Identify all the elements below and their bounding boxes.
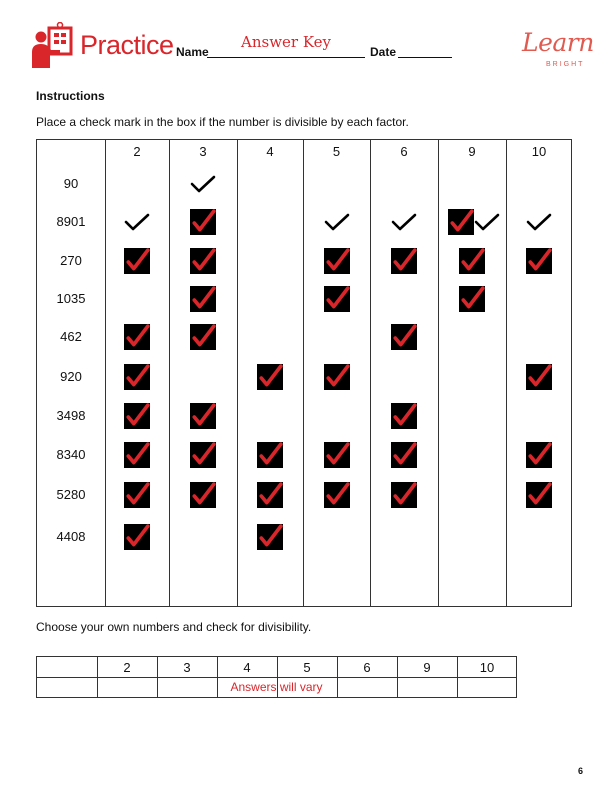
factor-header: 5: [332, 144, 341, 159]
red-check-box-icon: [391, 482, 417, 508]
red-check-box-icon: [190, 209, 216, 235]
factor-header: 6: [363, 660, 371, 675]
column-divider: [370, 140, 371, 606]
red-check-box-icon: [526, 482, 552, 508]
red-check-box-icon: [190, 286, 216, 312]
red-check-box-icon: [324, 248, 350, 274]
factor-header: 3: [183, 660, 191, 675]
red-check-box-icon: [124, 524, 150, 550]
red-check-box-icon: [257, 442, 283, 468]
red-check-box-icon: [324, 364, 350, 390]
red-check-box-icon: [190, 442, 216, 468]
factor-header: 3: [199, 144, 207, 159]
instructions-text: Place a check mark in the box if the number is divisible by each factor.: [36, 115, 409, 129]
red-check-box-icon: [257, 482, 283, 508]
name-label: Name: [176, 45, 209, 59]
factor-header: 4: [243, 660, 251, 675]
check-mark-icon: [124, 212, 150, 232]
divisibility-table: [36, 139, 572, 607]
factor-header: 5: [303, 660, 311, 675]
instructions-heading: Instructions: [36, 89, 105, 103]
red-check-box-icon: [391, 442, 417, 468]
row-number: 4408: [56, 529, 86, 544]
factor-header: 6: [400, 144, 408, 159]
red-check-box-icon: [124, 324, 150, 350]
red-check-box-icon: [526, 442, 552, 468]
own-numbers-text: Choose your own numbers and check for divisibility.: [36, 620, 312, 634]
row-number: 920: [60, 369, 82, 384]
row-number: 90: [63, 176, 79, 191]
red-and-plain-check-icon: [448, 209, 474, 235]
row-number: 462: [60, 329, 82, 344]
column-divider: [105, 140, 106, 606]
row-number: 270: [60, 253, 82, 268]
name-line: [207, 57, 365, 58]
red-check-box-icon: [124, 403, 150, 429]
red-check-box-icon: [124, 364, 150, 390]
row-number: 8901: [56, 214, 86, 229]
red-check-box-icon: [324, 482, 350, 508]
check-mark-icon: [391, 212, 417, 232]
red-check-box-icon: [124, 442, 150, 468]
red-check-box-icon: [190, 482, 216, 508]
red-check-box-icon: [124, 482, 150, 508]
check-mark-icon: [526, 212, 552, 232]
page-title: Practice: [80, 30, 174, 60]
row-number: 5280: [56, 487, 86, 502]
red-check-box-icon: [190, 403, 216, 429]
name-value: Answer Key: [241, 33, 331, 51]
factor-header: 2: [133, 144, 141, 159]
red-check-box-icon: [190, 324, 216, 350]
factor-header: 9: [468, 144, 476, 159]
red-check-box-icon: [391, 324, 417, 350]
red-check-box-icon: [526, 248, 552, 274]
factor-header: 9: [423, 660, 431, 675]
red-check-box-icon: [391, 248, 417, 274]
red-check-box-icon: [459, 248, 485, 274]
student-at-board-icon: [30, 22, 74, 70]
factor-header: 4: [266, 144, 274, 159]
red-check-box-icon: [124, 248, 150, 274]
check-mark-icon: [190, 174, 216, 194]
answers-vary-note: Answers will vary: [230, 680, 323, 694]
factor-header: 10: [479, 660, 495, 675]
red-check-box-icon: [391, 403, 417, 429]
column-divider: [303, 140, 304, 606]
red-check-box-icon: [257, 524, 283, 550]
factor-header: 10: [531, 144, 547, 159]
row-number: 3498: [56, 408, 86, 423]
brand-logo-bright: BRIGHT: [546, 61, 585, 68]
date-line: [398, 57, 452, 58]
row-number: 8340: [56, 447, 86, 462]
red-check-box-icon: [257, 364, 283, 390]
column-divider: [438, 140, 439, 606]
row-divider: [37, 677, 516, 678]
column-divider: [506, 140, 507, 606]
check-mark-icon: [474, 212, 500, 232]
red-check-box-icon: [324, 286, 350, 312]
red-check-box-icon: [324, 442, 350, 468]
red-check-box-icon: [459, 286, 485, 312]
red-check-box-icon: [190, 248, 216, 274]
page-number: 6: [578, 766, 584, 776]
column-divider: [169, 140, 170, 606]
brand-logo-learn: Learn: [522, 28, 594, 57]
column-divider: [237, 140, 238, 606]
row-number: 1035: [56, 291, 86, 306]
date-label: Date: [370, 45, 397, 59]
red-check-box-icon: [526, 364, 552, 390]
check-mark-icon: [324, 212, 350, 232]
factor-header: 2: [123, 660, 131, 675]
